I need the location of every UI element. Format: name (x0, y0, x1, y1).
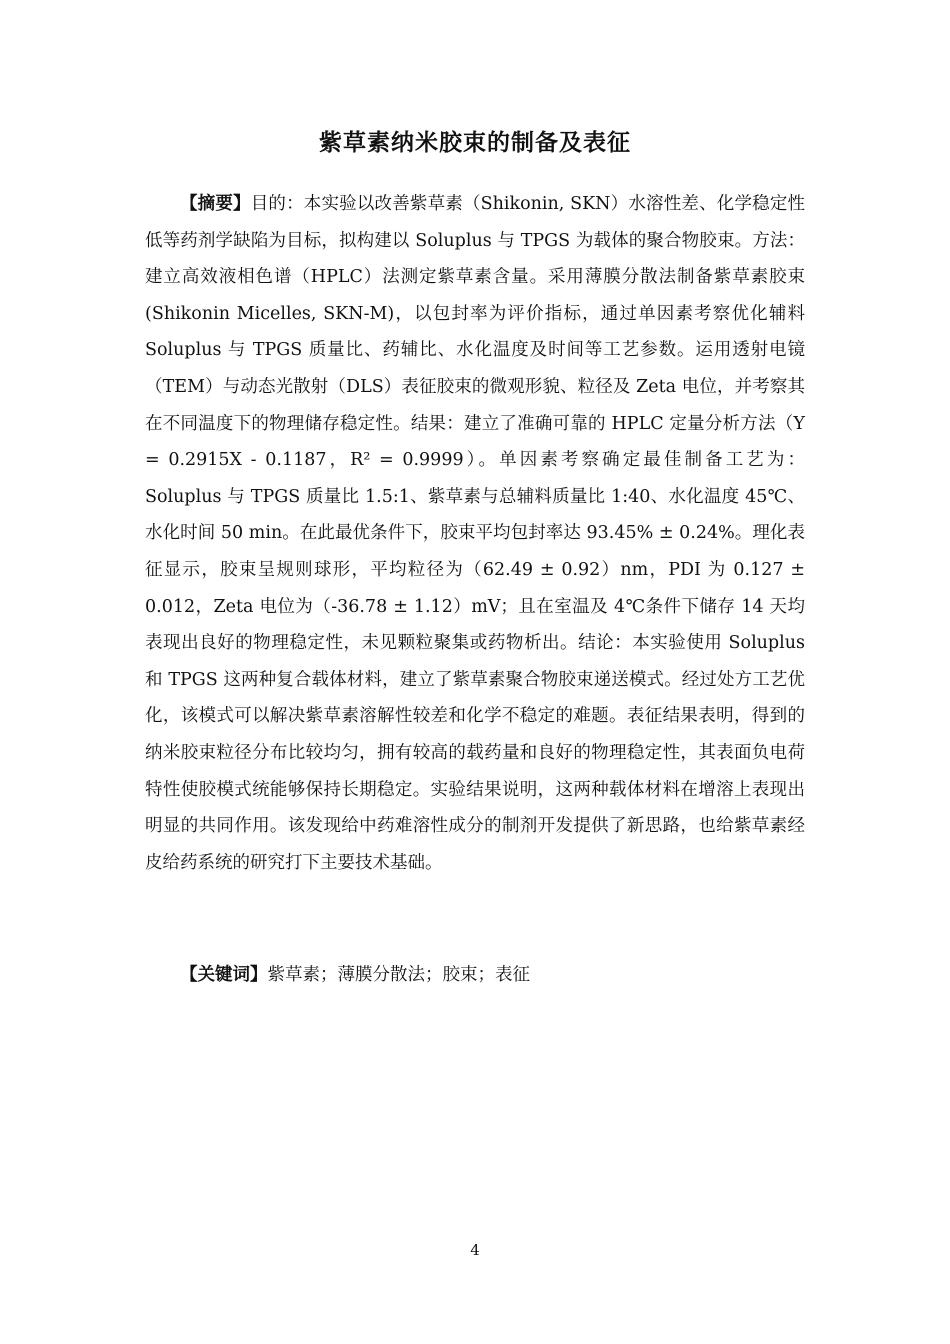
abstract-text: 目的：本实验以改善紫草素（Shikonin, SKN）水溶性差、化学稳定性低等药剂学缺陷为目标，拟构建以 Soluplus 与 TPGS 为载体的聚合物胶束。方法：建立高效液相色谱（HPLC）法测定紫草素含量。采用薄膜分散法制备紫草素胶束(Shikonin Micelles, SKN-M)，以包封率为评价指标，通过单因素考察优化辅料 Soluplus 与 TPGS 质量比、药辅比、水化温度及时间等工艺参数。运用透射电镜（TEM）与动态光散射（DLS）表征胶束的微观形貌、粒径及 Zeta 电位，并考察其在不同温度下的物理储存稳定性。结果：建立了准确可靠的 HPLC 定量分析方法（Y = 0.2915X - 0.1187，R² = 0.9999）。单因素考察确定最佳制备工艺为：Soluplus 与 TPGS 质量比 1.5:1、紫草素与总辅料质量比 1:40、水化温度 45℃、水化时间 50 min。在此最优条件下，胶束平均包封率达 93.45% ± 0.24%。理化表征显示，胶束呈规则球形，平均粒径为（62.49 ± 0.92）nm，PDI 为 0.127 ± 0.012，Zeta 电位为（-36.78 ± 1.12）mV；且在室温及 4℃条件下储存 14 天均表现出良好的物理稳定性，未见颗粒聚集或药物析出。结论：本实验使用 Soluplus 和 TPGS 这两种复合载体材料，建立了紫草素聚合物胶束递送模式。经过处方工艺优化，该模式可以解决紫草素溶解性较差和化学不稳定的难题。表征结果表明，得到的纳米胶束粒径分布比较均匀，拥有较高的载药量和良好的物理稳定性，其表面负电荷特性使胶模式统能够保持长期稳定。实验结果说明，这两种载体材料在增溶上表现出明显的共同作用。该发现给中药难溶性成分的制剂开发提供了新思路，也给紫草素经皮给药系统的研究打下主要技术基础。 (145, 194, 806, 873)
page-number: 4 (470, 1241, 480, 1259)
keywords-text: 紫草素；薄膜分散法；胶束；表征 (267, 965, 530, 985)
keywords-paragraph (145, 957, 805, 993)
abstract-label: 【摘要】 (180, 194, 251, 214)
paper-title: 紫草素纳米胶束的制备及表征 (319, 130, 631, 156)
abstract-paragraph (145, 186, 805, 881)
keywords-label: 【关键词】 (180, 965, 268, 985)
